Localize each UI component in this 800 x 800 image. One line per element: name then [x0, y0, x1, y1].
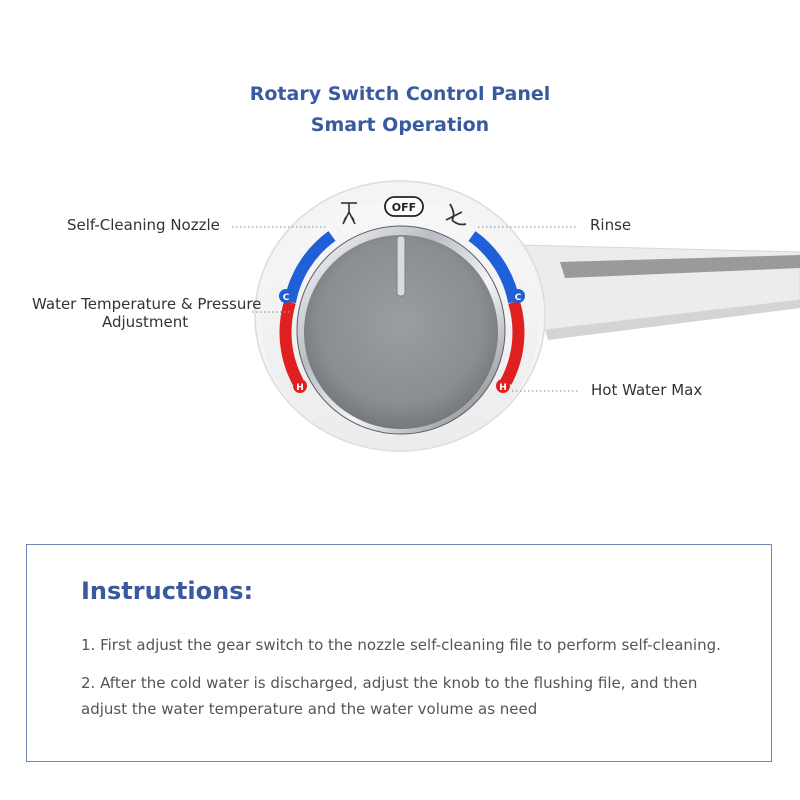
svg-text:OFF: OFF [391, 201, 417, 214]
cold-marker-right [511, 289, 525, 303]
label-water-temp-line1: Water Temperature & Pressure [32, 295, 262, 313]
svg-text:H: H [296, 383, 304, 393]
instruction-step-2-line-1: 2. After the cold water is discharged, adjust the knob to the flushing file, and then [81, 674, 698, 692]
off-badge [385, 197, 423, 216]
page-title: Rotary Switch Control Panel [249, 83, 551, 105]
label-rinse: Rinse [590, 216, 632, 234]
label-hot-water-max: Hot Water Max [591, 381, 703, 399]
label-water-temp-line2: Adjustment [102, 313, 189, 331]
instructions-box [26, 544, 772, 762]
hot-marker-right [496, 379, 510, 393]
svg-text:C: C [282, 293, 290, 303]
cold-marker-left [279, 289, 293, 303]
svg-text:H: H [499, 383, 507, 393]
instruction-step-2-line-2: adjust the water temperature and the water volume as need [81, 700, 538, 718]
instruction-step-1: 1. First adjust the gear switch to the nozzle self-cleaning file to perform self-cleaning. [81, 636, 721, 654]
page-subtitle: Smart Operation [310, 114, 490, 136]
instructions-title: Instructions: [81, 577, 254, 605]
hot-marker-left [293, 379, 307, 393]
label-self-cleaning-nozzle: Self-Cleaning Nozzle [67, 216, 220, 234]
mount-arm [520, 245, 800, 340]
instruction-step-2 [81, 670, 751, 722]
svg-text:C: C [514, 293, 522, 303]
knob-pointer [397, 236, 405, 296]
